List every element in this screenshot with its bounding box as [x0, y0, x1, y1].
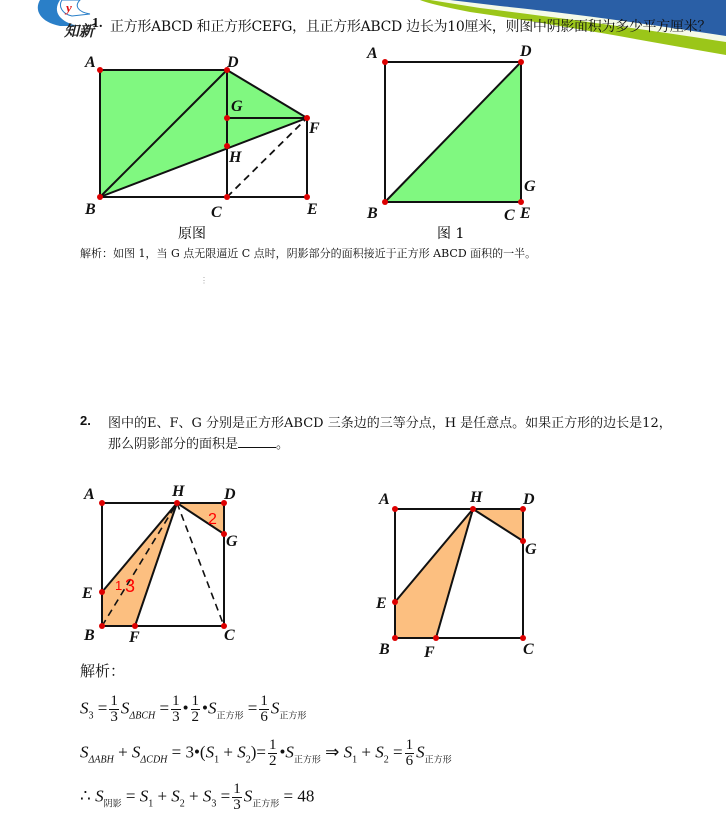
logo-text: 知新: [64, 22, 95, 40]
question-2-number: 2.: [80, 413, 91, 428]
question-2-text-line1: 图中的E、F、G 分别是正方形ABCD 三条边的三等分点，H 是任意点。如果正方形的边长是12，: [108, 416, 672, 431]
label-D: D: [523, 491, 535, 508]
shaded-region-left: [395, 509, 473, 638]
figure-1: [365, 40, 545, 240]
label-D: D: [224, 486, 236, 503]
svg-text:y: y: [66, 0, 72, 15]
label-B: B: [379, 641, 390, 658]
question-2-text-line2: [108, 433, 289, 452]
label-C: C: [523, 641, 534, 658]
label-E: E: [307, 201, 318, 218]
formula-2: $S_{\Delta ABH} + S_{\Delta CDH}$ = $3•(S_1 + S_2)=$ $\frac{1}{2}$ $•S_{正方形}$ ⇒ $S_1 + S_2$ = $\frac{1}{6}$ $S_{正方形}$: [80, 737, 452, 769]
annotation-2: 2: [208, 511, 217, 528]
label-C: C: [224, 627, 235, 644]
line2-suffix: 。: [276, 437, 290, 452]
label-B: B: [84, 627, 95, 644]
question-1-number: 1.: [92, 16, 103, 31]
label-E: E: [376, 595, 387, 612]
label-C: C: [504, 207, 515, 224]
label-F: F: [129, 629, 140, 646]
label-F: F: [309, 120, 320, 137]
label-F: F: [424, 644, 435, 661]
label-D: D: [520, 43, 532, 60]
stray-marks: ⋮: [200, 276, 208, 285]
label-H: H: [172, 483, 185, 500]
label-A: A: [367, 45, 378, 62]
label-G: G: [231, 98, 243, 115]
question-1-text: 正方形ABCD 和正方形CEFG，且正方形ABCD 边长为10厘米，则图中阴影面积为多少平方厘米？: [110, 19, 712, 35]
label-E: E: [82, 585, 93, 602]
answer-blank: [238, 435, 276, 448]
label-G: G: [525, 541, 537, 558]
label-E: E: [520, 205, 531, 222]
annotation-3: 3: [125, 576, 136, 596]
label-H: H: [470, 489, 483, 506]
label-G: G: [524, 178, 536, 195]
label-D: D: [227, 54, 239, 71]
label-B: B: [85, 201, 96, 218]
label-A: A: [84, 486, 95, 503]
figure-q2-left: [78, 478, 258, 648]
label-A: A: [379, 491, 390, 508]
label-C: C: [211, 204, 222, 221]
label-H: H: [229, 149, 242, 166]
question-1-analysis: 解析：如图 1，当 G 点无限逼近 C 点时，阴影部分的面积接近于正方形 ABCD 面积的一半。: [80, 247, 537, 260]
annotation-1: 1: [115, 578, 123, 593]
label-G: G: [226, 533, 238, 550]
label-B: B: [367, 205, 378, 222]
label-A: A: [85, 54, 96, 71]
figure-original: [80, 45, 340, 245]
figure-q2-right: [370, 484, 550, 664]
line2-prefix: 那么阴影部分的面积是: [108, 437, 239, 452]
formula-3: ∴ $S_{阴影} = S_1 + S_2 + S_3$ = $\frac{1}{3}$ $S_{正方形} = 48$: [80, 781, 315, 813]
formula-1: $S_3$ = $\frac{1}{3}$ $S_{\Delta BCH}$ = $\frac{1}{3}$ • $\frac{1}{2}$ $•S_{正方形}$ = $\frac{1}{6}$ $S_{正方形}$: [80, 693, 307, 725]
caption-original: 原图: [178, 226, 206, 242]
caption-figure-1: 图 1: [437, 226, 465, 240]
question-2-analysis-title: 解析：: [80, 662, 126, 680]
